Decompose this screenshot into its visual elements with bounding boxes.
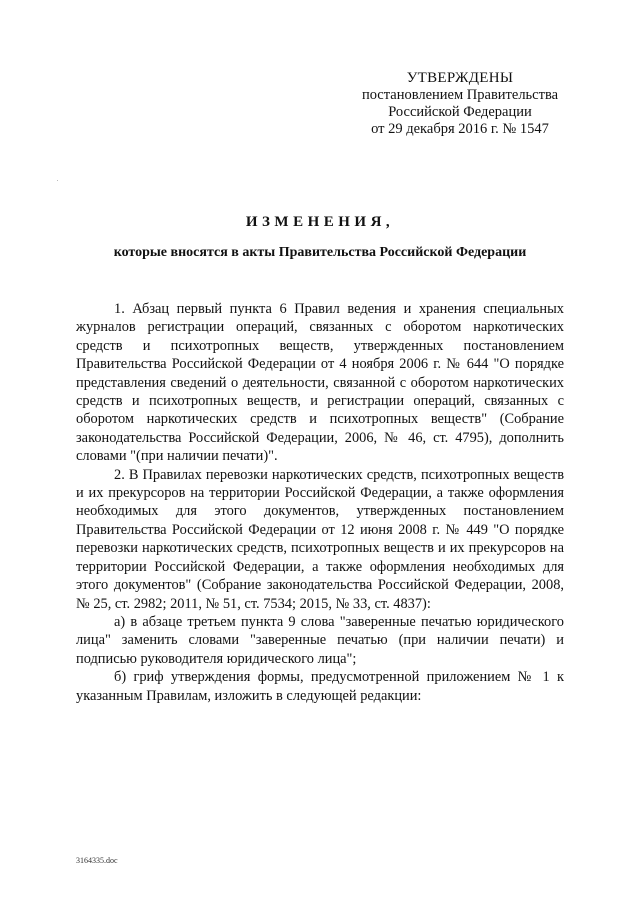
approval-line-3: от 29 декабря 2016 г. № 1547 (371, 121, 549, 137)
approval-line-1: постановлением Правительства (361, 87, 559, 103)
paragraph-2: 2. В Правилах перевозки наркотических средств, психотропных веществ и их прекурсоров на территории Российской Федерации, а также оформления необходимых для этого документов, утвержденных постановлением Правительства Российской Федерации от 12 июня 2008 г. № 449 "О порядке перевозки наркотических средств, психотропных веществ и их прекурсоров на территории Российской Федерации, а также оформления необходимых для этого документов" (Собрание законодательства Российской Федерации, 2008, № 25, ст. 2982; 2011, № 51, ст. 7534; 2015, № 33, ст. 4837): (76, 466, 564, 612)
file-code: 3164335.doc (76, 856, 118, 865)
paragraph-2b: б) гриф утверждения формы, предусмотренной приложением № 1 к указанным Правилам, изложить в следующей редакции: (76, 669, 564, 704)
document-subtitle: которые вносятся в акты Правительства Российской Федерации (113, 245, 527, 260)
paragraph-2a: а) в абзаце третьем пункта 9 слова "заверенные печатью юридического лица" заменить словами "заверенные печатью (при наличии печати) и подписью руководителя юридического лица"; (76, 613, 564, 667)
approval-stamp (340, 70, 580, 138)
scan-speck (57, 180, 58, 181)
approval-title: УТВЕРЖДЕНЫ (406, 70, 514, 86)
document-title: ИЗМЕНЕНИЯ, (245, 214, 395, 230)
paragraph-1: 1. Абзац первый пункта 6 Правил ведения и хранения специальных журналов регистрации операций, связанных с оборотом наркотических средств и психотропных веществ, утвержденных постановлением Правительства Российской Федерации от 4 ноября 2006 г. № 644 "О порядке представления сведений о деятельности, связанной с оборотом наркотических средств и психотропных веществ, и регистрации операций, связанных с оборотом наркотических средств и психотропных веществ" (Собрание законодательства Российской Федерации, 2006, № 46, ст. 4795), дополнить словами "(при наличии печати)". (76, 301, 564, 465)
document-body (76, 300, 564, 705)
approval-line-2: Российской Федерации (388, 104, 532, 120)
